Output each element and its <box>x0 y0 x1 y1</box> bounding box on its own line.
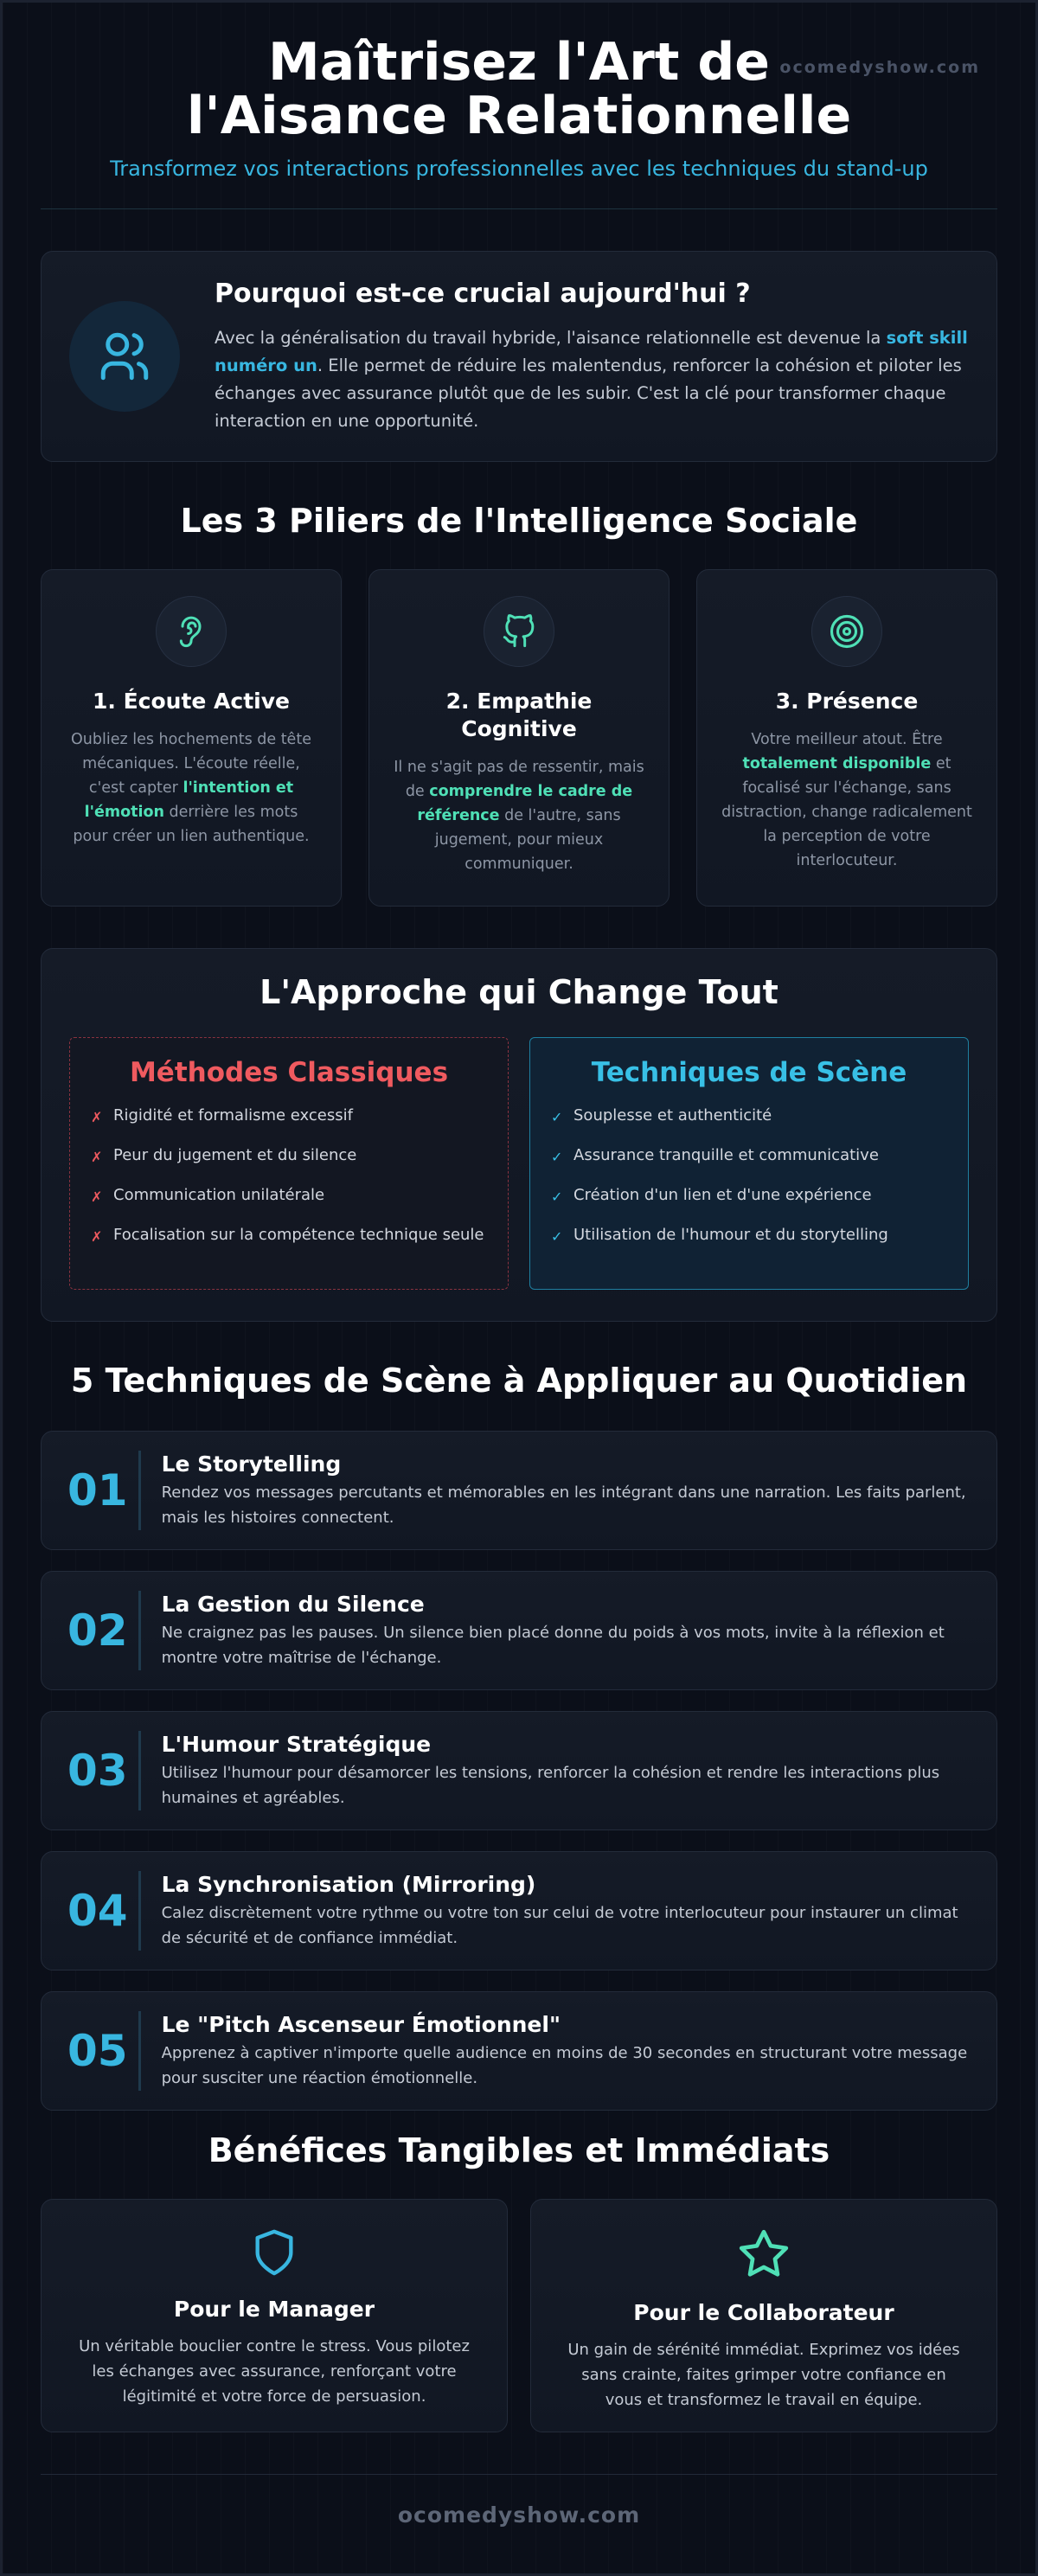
pillar-card <box>368 569 670 907</box>
check-icon: ✓ <box>551 1109 563 1125</box>
list-item: ✗ Communication unilatérale <box>91 1183 487 1209</box>
technique-number: 01 <box>67 1465 128 1515</box>
pillar-title: 2. Empathie Cognitive <box>445 689 593 741</box>
separator <box>138 2011 141 2091</box>
list-item: ✓ Souplesse et authenticité <box>551 1104 947 1130</box>
technique-number: 02 <box>67 1605 128 1656</box>
pillar-title: 3. Présence <box>775 689 919 714</box>
divider <box>41 208 997 209</box>
pillars-title: Les 3 Piliers de l'Intelligence Sociale <box>180 502 858 540</box>
target-icon <box>811 596 882 667</box>
technique-text: Ne craignez pas les pauses. Un silence bien placé donne du poids à vos mots, invite à la réflexion et montre votre maîtrise de l'échange. <box>161 1623 945 1667</box>
technique-text: Calez discrètement votre rythme ou votre ton sur celui de votre interlocuteur pour instaurer un climat de sécurité et de confiance immédiat. <box>161 1903 958 1947</box>
page-subtitle: Transformez vos interactions professionnelles avec les techniques du stand-up <box>110 157 928 181</box>
technique-title: La Synchronisation (Mirroring) <box>161 1871 536 1897</box>
github-icon <box>484 596 554 667</box>
technique-title: Le Storytelling <box>161 1451 342 1477</box>
list-item: ✓ Assurance tranquille et communicative <box>551 1144 947 1169</box>
technique-title: L'Humour Stratégique <box>161 1731 432 1757</box>
benefit-card <box>41 2199 508 2432</box>
approach-title: L'Approche qui Change Tout <box>260 973 778 1011</box>
separator <box>138 1451 141 1530</box>
pillar-card <box>696 569 997 907</box>
benefit-card <box>530 2199 997 2432</box>
technique-card <box>41 1571 997 1690</box>
technique-text: Rendez vos messages percutants et mémorables en les intégrant dans une narration. Les faits parlent, mais les histoires connectent. <box>161 1483 966 1527</box>
why-text: Avec la généralisation du travail hybride, l'aisance relationnelle est devenue la soft skill numéro un. Elle permet de réduire les malentendus, renforcer la cohésion et piloter les échanges avec assurance plutôt que de les subir. C'est la clé pour transformer chaque interaction en une opportunité. <box>215 327 968 431</box>
technique-card <box>41 1711 997 1830</box>
separator <box>138 1871 141 1951</box>
stage-techniques <box>529 1037 969 1290</box>
techniques-list <box>41 1431 997 2111</box>
cross-icon: ✗ <box>91 1149 103 1165</box>
why-highlight: soft skill numéro un <box>215 327 968 375</box>
cross-icon: ✗ <box>91 1109 103 1125</box>
why-card <box>41 251 997 462</box>
hero <box>41 3 997 181</box>
why-title: Pourquoi est-ce crucial aujourd'hui ? <box>215 278 751 309</box>
pillars-row <box>41 569 997 907</box>
check-icon: ✓ <box>551 1189 563 1205</box>
approach-card <box>41 948 997 1322</box>
pillar-title: 1. Écoute Active <box>92 689 290 714</box>
technique-text: Utilisez l'humour pour désamorcer les tensions, renforcer la cohésion et rendre les interactions plus humaines et agréables. <box>161 1763 940 1807</box>
list-item: ✗ Focalisation sur la compétence technique seule <box>91 1223 487 1249</box>
pillar-text: Il ne s'agit pas de ressentir, mais de comprendre le cadre de référence de l'autre, sans jugement, pour mieux communiquer. <box>394 759 644 873</box>
techniques-title: 5 Techniques de Scène à Appliquer au Quotidien <box>70 1362 968 1400</box>
technique-number: 05 <box>67 2026 128 2076</box>
comparison <box>69 1037 969 1290</box>
technique-text: Apprenez à captiver n'importe quelle audience en moins de 30 secondes en structurant votre message pour susciter une réaction émotionnelle. <box>161 2043 968 2087</box>
technique-number: 03 <box>67 1746 128 1796</box>
shield-icon <box>76 2227 472 2281</box>
benefit-title: Pour le Manager <box>173 2297 375 2322</box>
list-item: ✗ Peur du jugement et du silence <box>91 1144 487 1169</box>
pillar-card <box>41 569 342 907</box>
technique-title: Le "Pitch Ascenseur Émotionnel" <box>161 2011 561 2037</box>
check-icon: ✓ <box>551 1149 563 1165</box>
pillar-text: Votre meilleur atout. Être totalement disponible et focalisé sur l'échange, sans distraction, change radicalement la perception de votre interlocuteur. <box>721 731 972 869</box>
classic-methods <box>69 1037 509 1290</box>
benefit-text: Un gain de sérénité immédiat. Exprimez vos idées sans crainte, faites grimper votre confiance en vous et transformez le travail en équipe. <box>567 2341 960 2409</box>
technique-title: La Gestion du Silence <box>161 1591 425 1617</box>
ear-icon <box>156 596 227 667</box>
benefit-title: Pour le Collaborateur <box>633 2300 894 2325</box>
stage-title: Techniques de Scène <box>591 1057 907 1088</box>
technique-number: 04 <box>67 1886 128 1936</box>
benefits-title: Bénéfices Tangibles et Immédiats <box>208 2131 830 2169</box>
cross-icon: ✗ <box>91 1228 103 1245</box>
list-item: ✓ Utilisation de l'humour et du storytelling <box>551 1223 947 1249</box>
check-icon: ✓ <box>551 1228 563 1245</box>
star-icon <box>566 2227 962 2284</box>
separator <box>138 1591 141 1670</box>
users-icon <box>69 301 180 412</box>
benefits-row <box>41 2199 997 2432</box>
benefit-text: Un véritable bouclier contre le stress. Vous pilotez les échanges avec assurance, renforçant votre légitimité et votre force de persuasion. <box>79 2337 470 2406</box>
watermark: ocomedyshow.com <box>779 58 980 77</box>
technique-card <box>41 1991 997 2111</box>
separator <box>138 1731 141 1810</box>
technique-card <box>41 1431 997 1550</box>
page-title: Maîtrisez l'Art de l'Aisance Relationnelle <box>186 32 852 146</box>
cross-icon: ✗ <box>91 1189 103 1205</box>
pillar-text: Oubliez les hochements de tête mécaniques. L'écoute réelle, c'est capter l'intention et l'émotion derrière les mots pour créer un lien authentique. <box>71 731 311 845</box>
footer-divider <box>41 2474 997 2475</box>
classic-title: Méthodes Classiques <box>129 1057 449 1088</box>
technique-card <box>41 1851 997 1970</box>
list-item: ✗ Rigidité et formalisme excessif <box>91 1104 487 1130</box>
footer-link[interactable]: ocomedyshow.com <box>397 2502 641 2528</box>
list-item: ✓ Création d'un lien et d'une expérience <box>551 1183 947 1209</box>
